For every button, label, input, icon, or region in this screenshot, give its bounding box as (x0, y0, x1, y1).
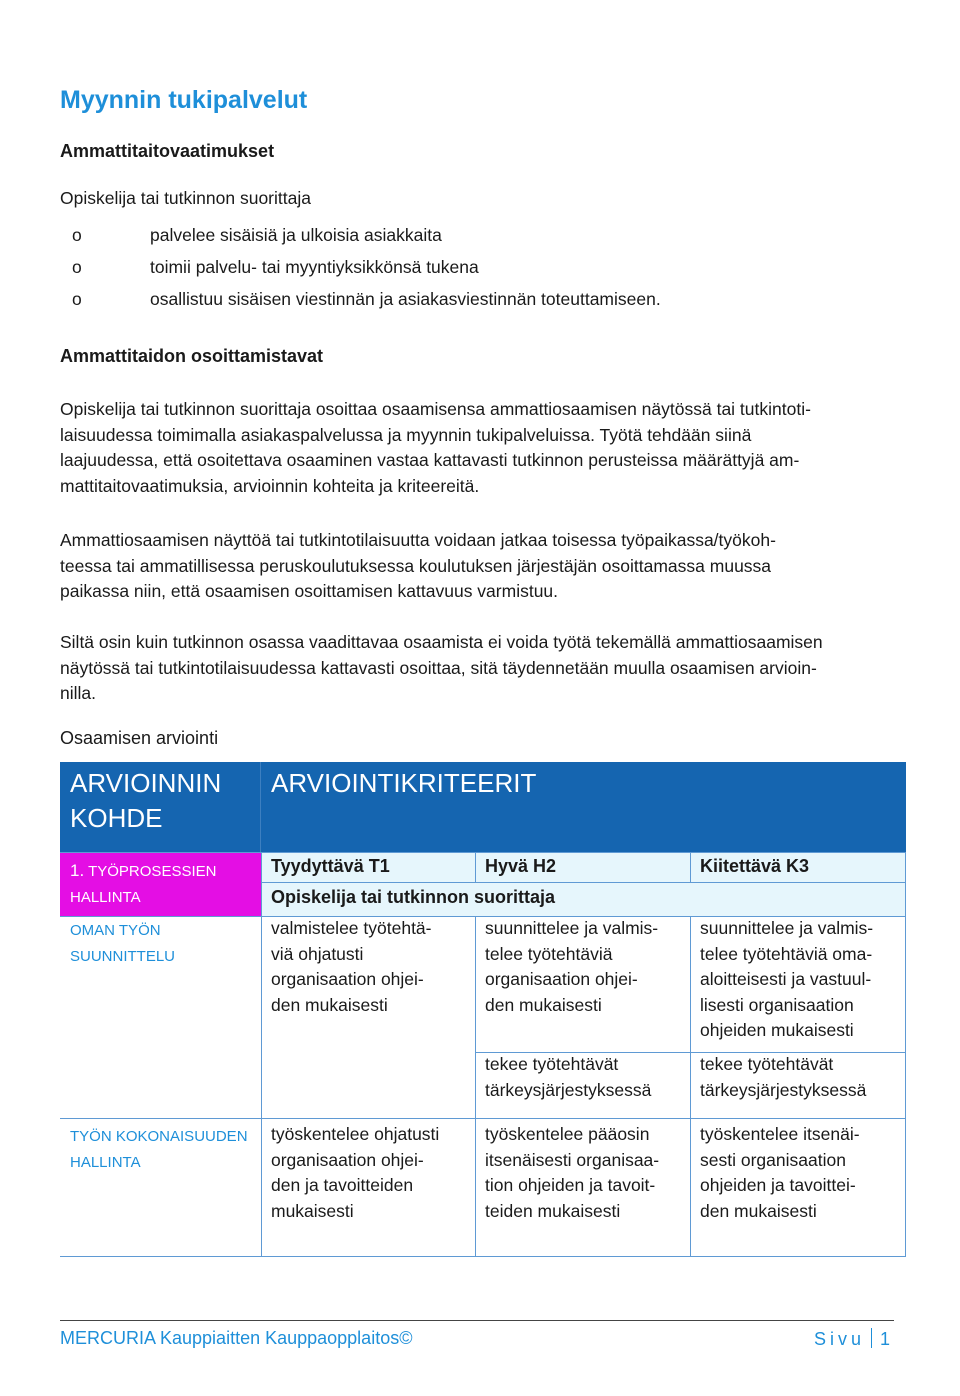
row1-k3: suunnittelee ja valmis- telee työtehtäviä oma- aloitteisesti ja vastuul- lisesti organisaation ohjeiden mukaisesti (700, 918, 874, 1041)
list-item: o toimii palvelu- tai myyntiyksikkönsä tukena (72, 254, 661, 286)
level-k3: Kiitettävä K3 (690, 852, 906, 882)
row3-h2: työskentelee pääosin itsenäisesti organisaa- tion ohjeiden ja tavoit- teiden mukaisesti (485, 1124, 660, 1221)
requirements-list (72, 222, 661, 318)
bullet-marker: o (72, 257, 82, 277)
list-item: o osallistuu sisäisen viestinnän ja asiakasviestinnän toteuttamiseen. (72, 286, 661, 318)
target-work-entity-management: TYÖN KOKONAISUUDEN HALLINTA (70, 1128, 248, 1171)
page-number: Sivu 1 (814, 1329, 891, 1349)
paragraph-1: Opiskelija tai tutkinnon suorittaja osoittaa osaamisensa ammattiosaamisen näytössä tai tutkintoti- laisuudessa toimimalla asiakaspalvelussa ja myynnin tukipalveluissa. Työtä tehdään siinä laajuudessa, että osoitettava osaaminen vastaa kattavasti tutkinnon perusteissa määrättyjä am- mattitaitovaatimuksia, arvioinnin kohteita ja kriteereitä. (60, 399, 811, 496)
assessment-heading: Osaamisen arviointi (60, 728, 219, 748)
page-title: Myynnin tukipalvelut (60, 86, 308, 114)
section-label: 1. TYÖPROSESSIEN HALLINTA (60, 852, 261, 916)
row3-k3: työskentelee itsenäi- sesti organisaation ohjeiden ja tavoittei- den mukaisesti (700, 1124, 860, 1221)
row3-t1: työskentelee ohjatusti organisaation ohjei- den ja tavoitteiden mukaisesti (271, 1124, 440, 1221)
row2-k3: tekee työtehtävät tärkeysjärjestyksessä (700, 1054, 867, 1100)
criteria-column-header: ARVIOINTIKRITEERIT (271, 768, 537, 798)
methods-heading: Ammattitaidon osoittamistavat (60, 346, 324, 366)
bullet-marker: o (72, 225, 82, 245)
row2-h2: tekee työtehtävät tärkeysjärjestyksessä (485, 1054, 652, 1100)
performer-row: Opiskelija tai tutkinnon suorittaja (261, 882, 906, 916)
target-own-work-planning: OMAN TYÖN SUUNNITTELU (70, 922, 176, 965)
list-item: o palvelee sisäisiä ja ulkoisia asiakkaita (72, 222, 661, 254)
paragraph-2: Ammattiosaamisen näyttöä tai tutkintotilaisuutta voidaan jatkaa toisessa työpaikassa/työkoh- teessa tai ammatillisessa peruskoulutuksessa koulutuksen järjestäjän osoittamassa muussa paikassa niin, että osaamisen osoittamisen kattavuus varmistuu. (60, 530, 776, 602)
footer-divider (60, 1320, 894, 1321)
row1-h2: suunnittelee ja valmis- telee työtehtäviä organisaation ohjei- den mukaisesti (485, 918, 659, 1015)
footer-organization: MERCURIA Kauppiaitten Kauppaopplaitos© (60, 1328, 413, 1348)
table-header (60, 762, 906, 852)
requirements-heading: Ammattitaitovaatimukset (60, 141, 275, 161)
row1-t1: valmistelee työtehtä- viä ohjatusti organisaation ohjei- den mukaisesti (271, 918, 432, 1015)
level-h2: Hyvä H2 (475, 852, 690, 882)
intro-text: Opiskelija tai tutkinnon suorittaja (60, 188, 311, 208)
bullet-marker: o (72, 289, 82, 309)
target-column-header: ARVIOINNIN KOHDE (70, 768, 222, 833)
paragraph-3: Siltä osin kuin tutkinnon osassa vaadittavaa osaamista ei voida työtä tekemällä ammattiosaamisen näytössä tai tutkintotilaisuudessa kattavasti osoittaa, sitä täydennetään muulla osaamisen arvioin- nilla. (60, 632, 823, 704)
level-t1: Tyydyttävä T1 (261, 852, 475, 882)
